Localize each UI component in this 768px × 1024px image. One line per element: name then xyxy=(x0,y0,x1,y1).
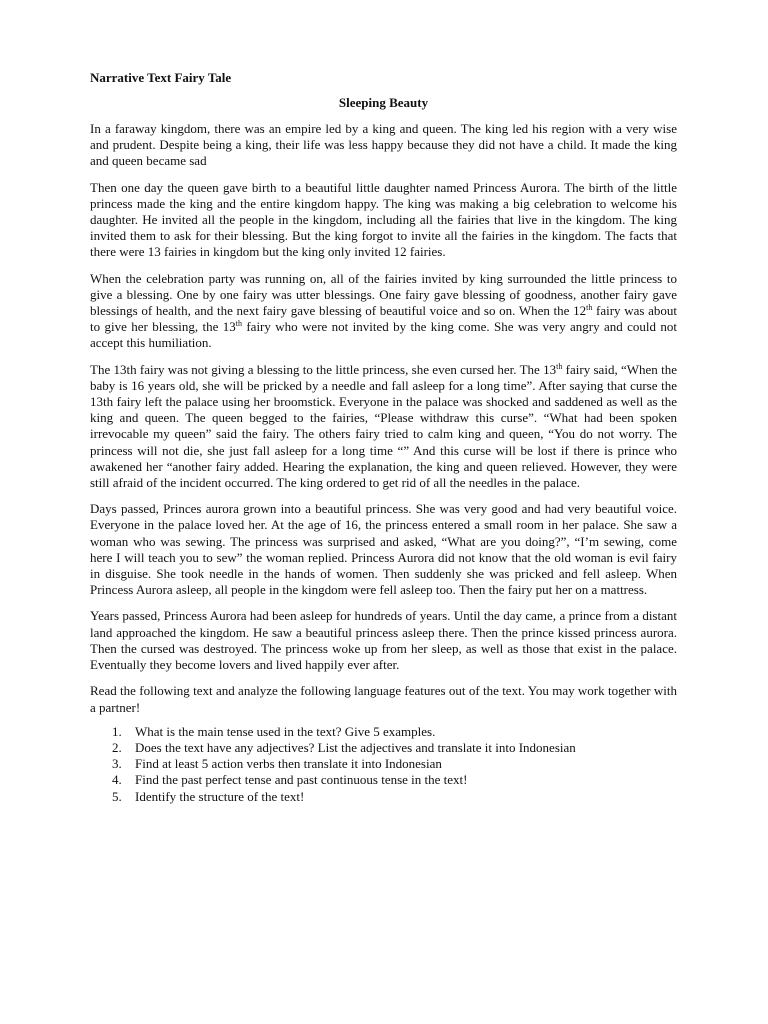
question-text: Identify the structure of the text! xyxy=(135,788,305,804)
ordinal-suffix: th xyxy=(586,303,593,313)
story-title: Sleeping Beauty xyxy=(338,95,429,110)
instructions: Read the following text and analyze the following language features out of the text. You may work together with a partner! xyxy=(90,683,677,715)
question-text: Find at least 5 action verbs then translate it into Indonesian xyxy=(135,756,442,772)
question-item xyxy=(90,724,677,740)
question-text: Find the past perfect tense and past continuous tense in the text! xyxy=(135,772,468,788)
ordinal-suffix: th xyxy=(556,361,563,371)
paragraph-4-part-a: The 13th fairy was not giving a blessing to the little princess, she even cursed her. The 13 xyxy=(90,361,557,377)
question-number: 3. xyxy=(112,756,122,772)
question-number: 2. xyxy=(112,739,122,755)
question-text: What is the main tense used in the text? Give 5 examples. xyxy=(135,723,436,739)
paragraph-3-part-c: fairy who were not invited by the king come. She was very angry and could not accept this humiliation. xyxy=(90,319,677,351)
question-list xyxy=(90,724,677,805)
document-heading: Narrative Text Fairy Tale xyxy=(90,70,232,85)
question-item xyxy=(90,772,677,788)
paragraph-1: In a faraway kingdom, there was an empire led by a king and queen. The king led his region with a very wise and prudent. Despite being a king, their life was less happy because they did not have a child. It made the king and queen became sad xyxy=(90,121,677,169)
question-item xyxy=(90,789,677,805)
document-body xyxy=(90,70,677,805)
ordinal-suffix: th xyxy=(235,319,242,329)
paragraph-6: Years passed, Princess Aurora had been asleep for hundreds of years. Until the day came, a prince from a distant land approached the kingdom. He saw a beautiful princess asleep there. Then the prince kissed princess aurora. Then the cursed was destroyed. The princess woke up from her sleep, as well as those that exist in the palace. Eventually they become lovers and lived happily ever after. xyxy=(90,608,677,673)
paragraph-2: Then one day the queen gave birth to a beautiful little daughter named Princess Aurora. The birth of the little princess made the king and the entire kingdom happy. The king was making a big celebration to welcome his daughter. He invited all the people in the kingdom, including all the fairies that live in the kingdom. The king invited them to ask for their blessing. But the king forgot to invite all the fairies in the kingdom. The facts that there were 13 fairies in kingdom but the king only invited 12 fairies. xyxy=(90,179,677,260)
question-item xyxy=(90,756,677,772)
question-number: 1. xyxy=(112,723,122,739)
paragraph-3-part-b: fairy was about to give her blessing, the 13 xyxy=(90,303,677,335)
paragraph-4 xyxy=(90,362,677,492)
paragraph-4-part-b: fairy said, “When the baby is 16 years old, she will be pricked by a needle and fall asleep for a long time”. After saying that curse the 13th fairy left the palace using her broomstick. Everyone in the palace was shocked and saddened as well as the king and queen. The queen begged to the fairies, “Please withdraw this curse”. “What had been spoken irrevocable my queen” said the fairy. The others fairy tried to calm king and queen, “You do not worry. The princess will not die, she just fall asleep for a long time “” And this curse will be lost if there is prince who awakened her “another fairy added. Hearing the explanation, the king and queen relieved. However, they were still afraid of the incident occurred. The king ordered to get rid of all the needles in the palace. xyxy=(90,361,677,491)
question-number: 5. xyxy=(112,788,122,804)
paragraph-5: Days passed, Princes aurora grown into a beautiful princess. She was very good and had very beautiful voice. Everyone in the palace loved her. At the age of 16, the princess entered a small room in her palace. She saw a woman who was sewing. The princess was surprised and asked, “What are you doing?”, “I’m sewing, come here I will teach you to sew” the woman replied. Princess Aurora did not know that the old woman is evil fairy in disguise. She took needle in the hands of women. Then suddenly she was pricked and fell asleep. When Princess Aurora asleep, all people in the kingdom were fell asleep too. Then the fairy put her on a mattress. xyxy=(90,501,677,598)
question-item xyxy=(90,740,677,756)
question-number: 4. xyxy=(112,772,122,788)
paragraph-3-part-a: When the celebration party was running on, all of the fairies invited by king surrounded the little princess to give a blessing. One by one fairy was utter blessings. One fairy gave blessing of goodness, another fairy gave blessings of health, and the next fairy gave blessing of beautiful voice and so on. When the 12 xyxy=(90,270,677,319)
question-text: Does the text have any adjectives? List the adjectives and translate it into Indonesian xyxy=(135,739,576,755)
paragraph-3 xyxy=(90,271,677,352)
